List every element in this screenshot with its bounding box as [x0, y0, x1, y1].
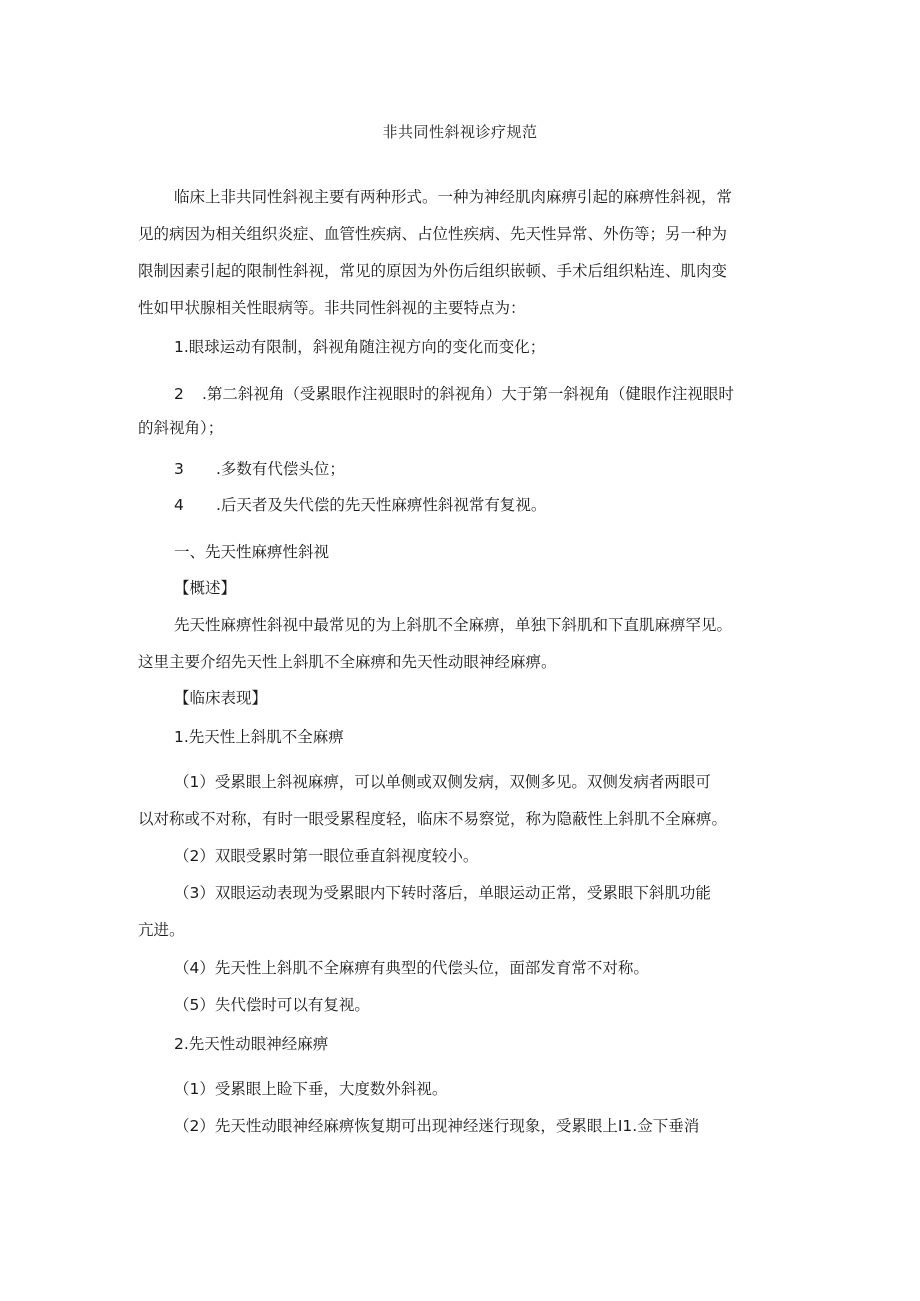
sub1-item-4: （4）先天性上斜肌不全麻痹有典型的代偿头位，面部发育常不对称。: [174, 959, 649, 977]
feature-4-text: .后天者及失代偿的先天性麻痹性斜视常有复视。: [216, 496, 547, 514]
intro-line-3: 限制因素引起的限制性斜视，常见的原因为外伤后组织嵌顿、手术后组织粘连、肌肉变: [138, 262, 728, 280]
sub1-item-1-line-1: （1）受累眼上斜视麻痹，可以单侧或双侧发病，双侧多见。双侧发病者两眼可: [174, 773, 711, 791]
feature-3: [174, 455, 824, 483]
overview-label: 【概述】: [174, 579, 237, 597]
intro-line-1: 临床上非共同性斜视主要有两种形式。一种为神经肌肉麻痹引起的麻痹性斜视，常: [174, 188, 733, 206]
feature-2-text: .第二斜视角（受累眼作注视眼时的斜视角）大于第一斜视角（健眼作注视眼时: [202, 385, 734, 403]
section-1-heading: 一、先天性麻痹性斜视: [174, 543, 330, 561]
sub2-item-1: （1）受累眼上睑下垂，大度数外斜视。: [174, 1080, 448, 1098]
feature-4: [174, 491, 824, 519]
feature-1: 1.眼球运动有限制，斜视角随注视方向的变化而变化；: [174, 338, 546, 356]
intro-line-2: 见的病因为相关组织炎症、血管性疾病、占位性疾病、先天性异常、外伤等；另一种为: [138, 225, 728, 243]
sub1-item-1-line-2: 以对称或不对称，有时一眼受累程度轻，临床不易察觉，称为隐蔽性上斜肌不全麻痹。: [138, 810, 728, 828]
feature-2-line-2: 的斜视角）；: [138, 419, 224, 437]
feature-3-number: 3: [174, 460, 184, 478]
feature-2-number: 2: [174, 385, 184, 403]
intro-line-4: 性如甲状腺相关性眼病等。非共同性斜视的主要特点为：: [138, 299, 526, 317]
sub1-item-3-line-1: （3）双眼运动表现为受累眼内下转时落后，单眼运动正常，受累眼下斜肌功能: [174, 884, 711, 902]
overview-line-1: 先天性麻痹性斜视中最常见的为上斜肌不全麻痹，单独下斜肌和下直肌麻痹罕见。: [174, 616, 733, 634]
feature-2-line-1: [174, 380, 824, 408]
sub1-item-2: （2）双眼受累时第一眼位垂直斜视度较小。: [174, 847, 479, 865]
overview-line-2: 这里主要介绍先天性上斜肌不全麻痹和先天性动眼神经麻痹。: [138, 653, 557, 671]
subsection-1-title: 1.先天性上斜肌不全麻痹: [174, 728, 344, 746]
feature-4-number: 4: [174, 496, 184, 514]
subsection-2-title: 2.先天性动眼神经麻痹: [174, 1035, 329, 1053]
feature-3-text: .多数有代偿头位；: [216, 460, 345, 478]
sub1-item-3-line-2: 亢进。: [138, 921, 185, 939]
clinical-label: 【临床表现】: [174, 689, 268, 707]
page-title: 非共同性斜视诊疗规范: [382, 123, 538, 141]
sub2-item-2: （2）先天性动眼神经麻痹恢复期可出现神经迷行现象，受累眼上I1.佥下垂消: [174, 1117, 700, 1135]
sub1-item-5: （5）失代偿时可以有复视。: [174, 996, 370, 1014]
